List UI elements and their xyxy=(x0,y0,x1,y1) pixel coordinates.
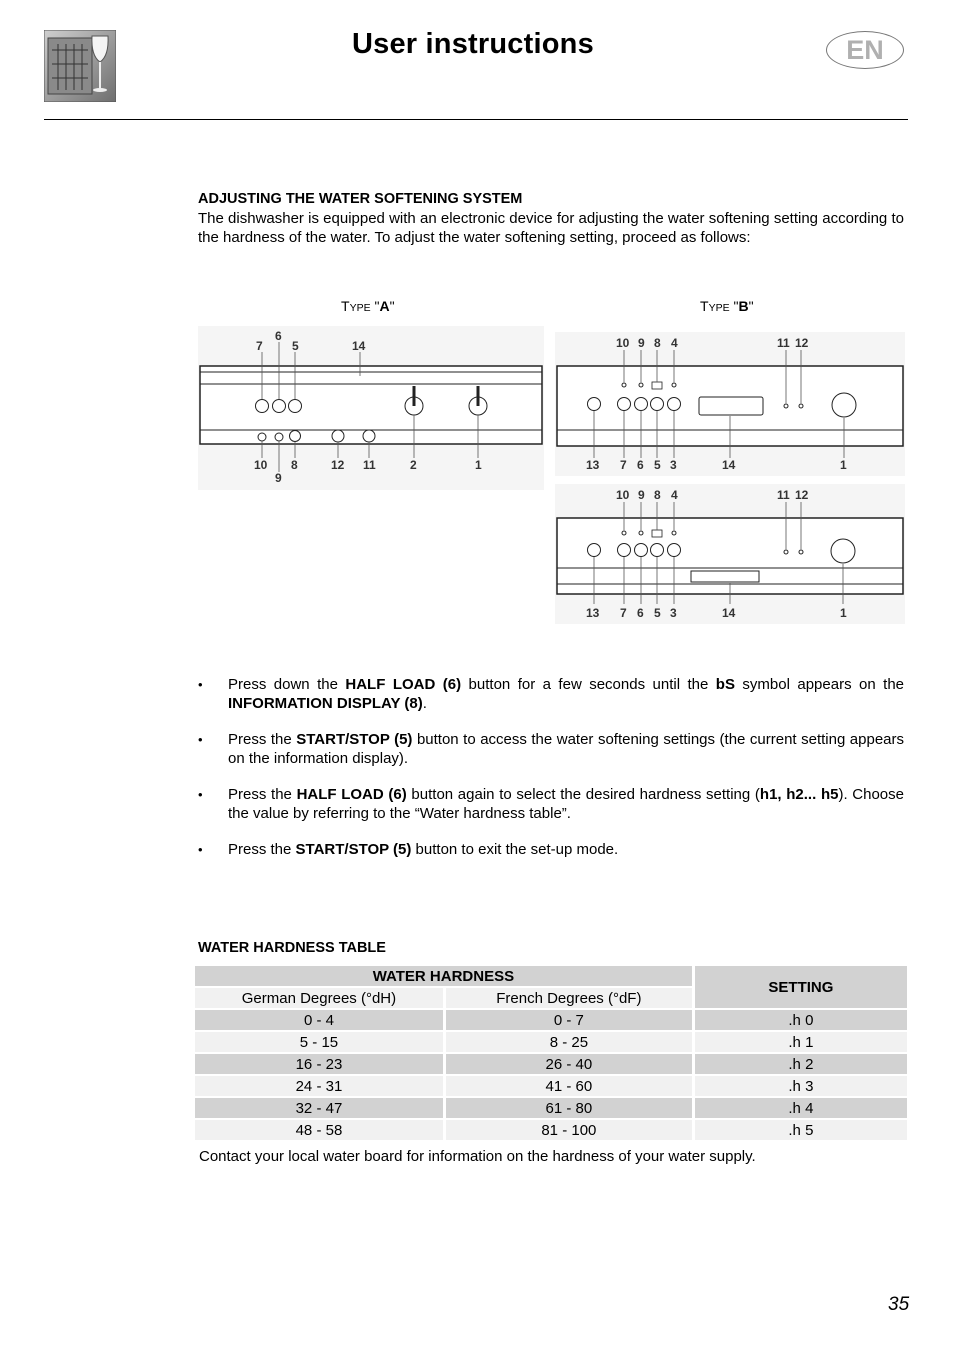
table-row xyxy=(195,1098,907,1118)
table-header-french: French Degrees (°dF) xyxy=(446,988,692,1008)
header-divider xyxy=(44,119,908,120)
type-b-label: TYPE "B" xyxy=(700,298,754,314)
table-header-setting: SETTING xyxy=(695,966,907,1008)
language-badge: EN xyxy=(826,31,904,69)
cell-setting: .h 1 xyxy=(695,1032,907,1052)
callout-4: 4 xyxy=(671,336,678,350)
cell-df: 0 - 7 xyxy=(446,1010,692,1030)
callout-11: 11 xyxy=(777,488,790,502)
table-row xyxy=(195,1032,907,1052)
callout-7: 7 xyxy=(256,339,263,353)
type-a-label: TYPE "A" xyxy=(341,298,395,314)
bullet-icon: • xyxy=(198,732,203,747)
callout-12: 12 xyxy=(331,458,345,472)
callout-1: 1 xyxy=(840,458,847,472)
cell-setting: .h 0 xyxy=(695,1010,907,1030)
callout-5: 5 xyxy=(292,339,299,353)
callout-12: 12 xyxy=(795,336,809,350)
list-item: • Press the START/STOP (5) button to access the water softening settings (the current setting appears on the information display). xyxy=(198,731,905,767)
callout-6: 6 xyxy=(637,606,644,620)
table-header-german: German Degrees (°dH) xyxy=(195,988,443,1008)
callout-2: 2 xyxy=(410,458,417,472)
cell-df: 8 - 25 xyxy=(446,1032,692,1052)
cell-setting: .h 4 xyxy=(695,1098,907,1118)
callout-10: 10 xyxy=(616,336,630,350)
table-row xyxy=(195,1054,907,1074)
callout-7: 7 xyxy=(620,606,627,620)
control-panel-type-b-diagram-1 xyxy=(555,332,905,476)
cell-df: 26 - 40 xyxy=(446,1054,692,1074)
callout-9: 9 xyxy=(638,488,645,502)
page-number: 35 xyxy=(888,1294,910,1315)
table-row xyxy=(195,1076,907,1096)
cell-df: 41 - 60 xyxy=(446,1076,692,1096)
cell-dh: 5 - 15 xyxy=(195,1032,443,1052)
callout-10: 10 xyxy=(616,488,630,502)
callout-8: 8 xyxy=(654,488,661,502)
callout-13: 13 xyxy=(586,606,600,620)
callout-6: 6 xyxy=(275,329,282,343)
cell-dh: 48 - 58 xyxy=(195,1120,443,1140)
bullet-icon: • xyxy=(198,677,203,692)
control-panel-type-b-diagram-2 xyxy=(555,484,905,624)
section-heading-softening: ADJUSTING THE WATER SOFTENING SYSTEM xyxy=(198,191,523,207)
cell-df: 81 - 100 xyxy=(446,1120,692,1140)
callout-11: 11 xyxy=(777,336,790,350)
section-intro-text: The dishwasher is equipped with an electronic device for adjusting the water softening setting according to the hardness of the water. To adjust the water softening setting, proceed as follows: xyxy=(198,210,904,246)
callout-14: 14 xyxy=(352,339,366,353)
list-item: • Press down the HALF LOAD (6) button for a few seconds until the bS symbol appears on the INFORMATION DISPLAY (8). xyxy=(198,676,904,712)
callout-3: 3 xyxy=(670,458,677,472)
callout-8: 8 xyxy=(291,458,298,472)
control-panel-type-a-diagram xyxy=(198,326,544,490)
callout-6: 6 xyxy=(637,458,644,472)
dishwasher-logo-icon xyxy=(44,30,116,102)
callout-12: 12 xyxy=(795,488,809,502)
callout-4: 4 xyxy=(671,488,678,502)
section-heading-hardness-table: WATER HARDNESS TABLE xyxy=(198,940,386,956)
callout-9: 9 xyxy=(275,471,282,485)
instruction-steps xyxy=(198,676,904,860)
callout-9: 9 xyxy=(638,336,645,350)
table-footnote: Contact your local water board for information on the hardness of your water supply. xyxy=(199,1148,756,1165)
callout-14: 14 xyxy=(722,458,736,472)
cell-dh: 16 - 23 xyxy=(195,1054,443,1074)
cell-df: 61 - 80 xyxy=(446,1098,692,1118)
callout-14: 14 xyxy=(722,606,736,620)
callout-3: 3 xyxy=(670,606,677,620)
cell-dh: 32 - 47 xyxy=(195,1098,443,1118)
callout-5: 5 xyxy=(654,458,661,472)
callout-7: 7 xyxy=(620,458,627,472)
cell-dh: 24 - 31 xyxy=(195,1076,443,1096)
callout-11: 11 xyxy=(363,458,376,472)
page-title: User instructions xyxy=(352,28,594,60)
water-hardness-table xyxy=(192,964,910,1142)
callout-1: 1 xyxy=(475,458,482,472)
callout-13: 13 xyxy=(586,458,600,472)
cell-setting: .h 2 xyxy=(695,1054,907,1074)
table-row xyxy=(195,1120,907,1140)
cell-setting: .h 5 xyxy=(695,1120,907,1140)
callout-5: 5 xyxy=(654,606,661,620)
list-item: • Press the START/STOP (5) button to exit the set-up mode. xyxy=(198,841,619,858)
callout-1: 1 xyxy=(840,606,847,620)
callout-8: 8 xyxy=(654,336,661,350)
table-header-water-hardness: WATER HARDNESS xyxy=(195,966,692,986)
callout-10: 10 xyxy=(254,458,268,472)
table-row xyxy=(195,1010,907,1030)
bullet-icon: • xyxy=(198,842,203,857)
bullet-icon: • xyxy=(198,787,203,802)
list-item: • Press the HALF LOAD (6) button again to select the desired hardness setting (h1, h2... h5). Choose the value by referring to the “Water hardness table”. xyxy=(198,786,904,822)
cell-dh: 0 - 4 xyxy=(195,1010,443,1030)
cell-setting: .h 3 xyxy=(695,1076,907,1096)
